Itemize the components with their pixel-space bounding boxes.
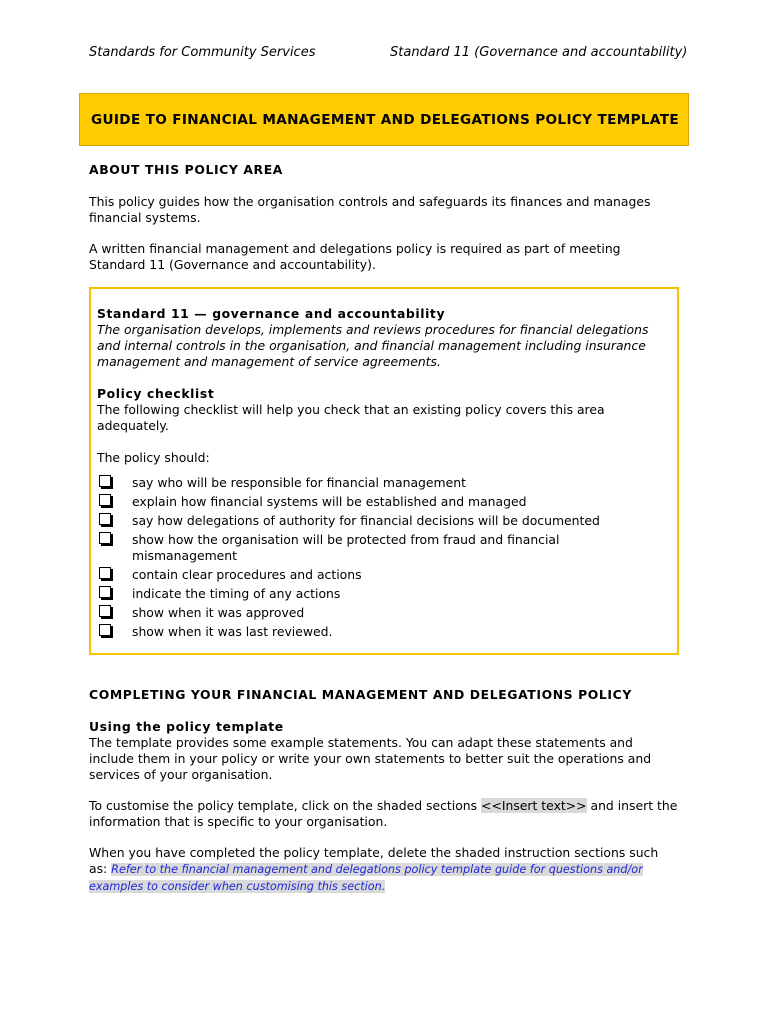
using-template-subheading: Using the policy template: [89, 719, 284, 734]
para2-text-after: and insert the information that is specific to your organisation.: [89, 798, 678, 829]
checklist-item-text: show when it was last reviewed.: [132, 624, 333, 639]
checklist-intro: The following checklist will help you check that an existing policy covers this area adequately.: [97, 402, 605, 433]
running-header-left: Standards for Community Services: [89, 45, 316, 60]
checklist-item-text: contain clear procedures and actions: [132, 567, 362, 582]
checklist-item-text: explain how financial systems will be established and managed: [132, 494, 527, 509]
checkbox-icon: [99, 532, 111, 544]
title-banner: [79, 93, 689, 146]
checklist-item: [97, 513, 667, 529]
checklist-item: [97, 624, 667, 640]
policy-checklist: [97, 475, 667, 643]
para3-text-before: When you have completed the policy template, delete the shaded instruction sections such as:: [89, 845, 659, 876]
standard-checklist-box: [89, 287, 679, 655]
para2-text-before: To customise the policy template, click on the shaded sections: [89, 798, 482, 813]
checklist-item: [97, 532, 667, 564]
checkbox-icon: [99, 494, 111, 506]
checklist-item-text: say how delegations of authority for financial decisions will be documented: [132, 513, 600, 528]
checklist-item: [97, 475, 667, 491]
checkbox-icon: [99, 567, 111, 579]
checklist-item-text: say who will be responsible for financial management: [132, 475, 466, 490]
checklist-item-text: show when it was approved: [132, 605, 305, 620]
checklist-item: [97, 567, 667, 583]
completing-heading: COMPLETING YOUR FINANCIAL MANAGEMENT AND DELEGATIONS POLICY: [89, 687, 632, 702]
checklist-title: Policy checklist: [97, 386, 215, 401]
checkbox-icon: [99, 605, 111, 617]
completing-paragraph-2: [89, 798, 679, 830]
checklist-item-text: show how the organisation will be protected from fraud and financial mismanagement: [132, 532, 560, 563]
checkbox-icon: [99, 586, 111, 598]
checkbox-icon: [99, 624, 111, 636]
instruction-shaded-text[interactable]: Refer to the financial management and delegations policy template guide for questions and/or examples to consider when customising this section.: [89, 863, 643, 893]
about-heading: ABOUT THIS POLICY AREA: [89, 162, 283, 177]
completing-paragraph-3: [89, 845, 679, 895]
standard-description: The organisation develops, implements and reviews procedures for financial delegations and internal controls in the organisation, and financial management including insurance management and management of service agreements.: [97, 322, 649, 369]
checkbox-icon: [99, 475, 111, 487]
standard-box-content: [97, 306, 667, 466]
about-paragraph-1: This policy guides how the organisation controls and safeguards its finances and manages financial systems.: [89, 194, 651, 225]
about-paragraph-2: A written financial management and delegations policy is required as part of meeting Standard 11 (Governance and accountability).: [89, 241, 621, 272]
checklist-item: [97, 586, 667, 602]
running-header-right: Standard 11 (Governance and accountability): [390, 45, 688, 60]
checklist-item: [97, 605, 667, 621]
checklist-item-text: indicate the timing of any actions: [132, 586, 341, 601]
standard-title: Standard 11 — governance and accountability: [97, 306, 446, 321]
insert-text-placeholder[interactable]: <<Insert text>>: [481, 798, 587, 813]
page-title: GUIDE TO FINANCIAL MANAGEMENT AND DELEGATIONS POLICY TEMPLATE: [91, 112, 679, 128]
checklist-item: [97, 494, 667, 510]
completing-paragraph-1: The template provides some example statements. You can adapt these statements and include them in your policy or write your own statements to better suit the operations and services of your organisation.: [89, 735, 652, 782]
policy-should-label: The policy should:: [97, 450, 210, 465]
checkbox-icon: [99, 513, 111, 525]
